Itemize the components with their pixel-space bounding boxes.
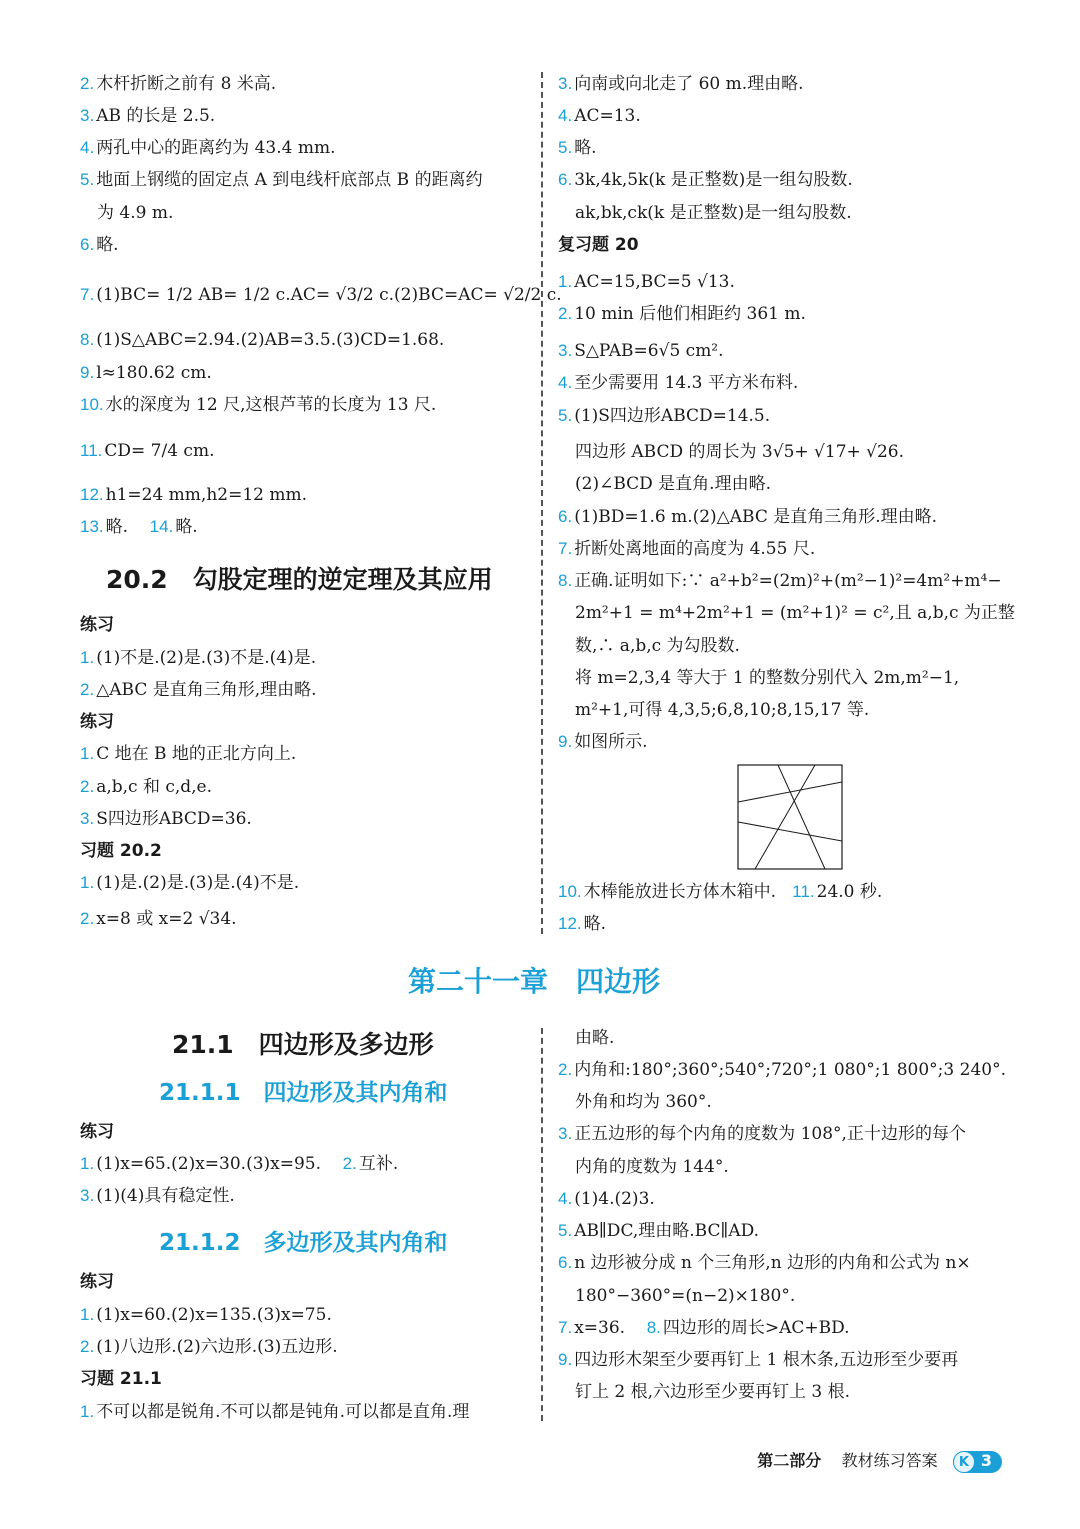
exercise-heading: 习题 21.1	[80, 1369, 162, 1389]
answer-item-cont: 2m²+1 = m⁴+2m²+1 = (m²+1)² = c²,且 a,b,c 为正整	[575, 603, 1015, 623]
page-number: 3	[980, 1450, 992, 1470]
answer-item: 1. C 地在 B 地的正北方向上.	[80, 744, 297, 764]
page-footer	[757, 1448, 1002, 1473]
review-heading: 复习题 20	[558, 235, 639, 255]
answer-item: 9. 如图所示.	[558, 732, 648, 752]
answer-item-cont: 由略.	[575, 1028, 615, 1048]
page-number-badge	[953, 1451, 1002, 1473]
answer-item: 8. 正确.证明如下:∵ a²+b²=(2m)²+(m²−1)²=4m²+m⁴−	[558, 571, 1002, 591]
answer-item: 2. (1)八边形.(2)六边形.(3)五边形.	[80, 1337, 338, 1357]
answer-item: 3. 正五边形的每个内角的度数为 108°,正十边形的每个	[558, 1124, 966, 1144]
answer-item: 3. (1)(4)具有稳定性.	[80, 1186, 235, 1206]
answer-item: 1. (1)不是.(2)是.(3)不是.(4)是.	[80, 648, 317, 668]
answer-item: 1. (1)x=65.(2)x=30.(3)x=95. 2. 互补.	[80, 1154, 399, 1174]
answer-item: 4. 至少需要用 14.3 平方米布料.	[558, 373, 799, 393]
answer-item: 3. 向南或向北走了 60 m.理由略.	[558, 74, 804, 94]
answer-item: 5. (1)S四边形ABCD=14.5.	[558, 406, 771, 426]
answer-item-cont: 内角的度数为 144°.	[575, 1157, 729, 1177]
square-dissection-figure	[737, 764, 843, 870]
k-logo-icon: K	[953, 1451, 975, 1473]
exercise-heading: 练习	[80, 1272, 114, 1292]
answer-item: 4. (1)4.(2)3.	[558, 1189, 655, 1209]
answer-item: 6. n 边形被分成 n 个三角形,n 边形的内角和公式为 n×	[558, 1253, 971, 1273]
answer-item-cont: 数,∴ a,b,c 为勾股数.	[575, 636, 740, 656]
answer-item-cont: 四边形 ABCD 的周长为 3√5+ √17+ √26.	[575, 442, 905, 462]
answer-item: 8. (1)S△ABC=2.94.(2)AB=3.5.(3)CD=1.68.	[80, 330, 445, 350]
answer-item: 6. 3k,4k,5k(k 是正整数)是一组勾股数.	[558, 170, 853, 190]
column-divider-bottom	[541, 1028, 543, 1421]
answer-item: 2. 内角和:180°;360°;540°;720°;1 080°;1 800°;3 240°.	[558, 1060, 1006, 1080]
answer-item-cont: ak,bk,ck(k 是正整数)是一组勾股数.	[575, 203, 852, 223]
chapter-title: 第二十一章 四边形	[408, 965, 661, 998]
answer-item: 7. 折断处离地面的高度为 4.55 尺.	[558, 539, 816, 559]
footer-part: 第二部分	[757, 1451, 822, 1470]
answer-item: 10. 水的深度为 12 尺,这根芦苇的长度为 13 尺.	[80, 395, 437, 415]
answer-item: 3. AB 的长是 2.5.	[80, 106, 216, 126]
answer-item-cont: 为 4.9 m.	[97, 203, 174, 223]
exercise-heading: 练习	[80, 615, 114, 635]
answer-item: 7. x=36. 8. 四边形的周长>AC+BD.	[558, 1318, 850, 1338]
answer-item-fraction: 7. (1)BC= 1/2 AB= 1/2 c.AC= √3/2 c.(2)BC=AC= √2/2 c.	[80, 285, 562, 305]
answer-item: 12. 略.	[558, 914, 607, 934]
answer-item: 5. AB∥DC,理由略.BC∥AD.	[558, 1221, 760, 1241]
column-divider-top	[541, 72, 543, 934]
answer-item: 4. AC=13.	[558, 106, 641, 126]
section-title-20-2: 20.2 勾股定理的逆定理及其应用	[106, 565, 493, 594]
subsection-title-21-1-1: 21.1.1 四边形及其内角和	[159, 1080, 448, 1106]
answer-item: 13. 略. 14. 略.	[80, 517, 198, 537]
answer-item: 2. △ABC 是直角三角形,理由略.	[80, 680, 317, 700]
answer-item: 2. a,b,c 和 c,d,e.	[80, 777, 213, 797]
answer-item: 2. 木杆折断之前有 8 米高.	[80, 74, 277, 94]
answer-item-cont: 180°−360°=(n−2)×180°.	[575, 1286, 796, 1306]
answer-item: 5. 略.	[558, 138, 597, 158]
answer-item: 12. h1=24 mm,h2=12 mm.	[80, 485, 308, 505]
subsection-title-21-1-2: 21.1.2 多边形及其内角和	[159, 1230, 448, 1256]
answer-item: 1. (1)x=60.(2)x=135.(3)x=75.	[80, 1305, 332, 1325]
exercise-heading: 练习	[80, 1122, 114, 1142]
answer-item: 1. 不可以都是锐角.不可以都是钝角.可以都是直角.理	[80, 1402, 470, 1422]
answer-item-cont: 钉上 2 根,六边形至少要再钉上 3 根.	[575, 1382, 851, 1402]
answer-item: 9. l≈180.62 cm.	[80, 363, 212, 383]
answer-item: 9. 四边形木架至少要再钉上 1 根木条,五边形至少要再	[558, 1350, 959, 1370]
section-title-21-1: 21.1 四边形及多边形	[172, 1030, 434, 1059]
answer-item-cont: 将 m=2,3,4 等大于 1 的整数分别代入 2m,m²−1,	[575, 668, 960, 688]
answer-item-fraction: 11. CD= 7/4 cm.	[80, 441, 215, 461]
footer-label: 教材练习答案	[841, 1451, 938, 1470]
answer-item: 6. 略.	[80, 235, 119, 255]
answer-item: 3. S四边形ABCD=36.	[80, 809, 252, 829]
answer-item: 5. 地面上钢缆的固定点 A 到电线杆底部点 B 的距离约	[80, 170, 483, 190]
answer-item-cont: (2)∠BCD 是直角.理由略.	[575, 474, 771, 494]
answer-item-cont: 外角和均为 360°.	[575, 1092, 712, 1112]
answer-item: 1. AC=15,BC=5 √13.	[558, 272, 735, 292]
answer-item: 3. S△PAB=6√5 cm².	[558, 341, 724, 361]
answer-item: 2. 10 min 后他们相距约 361 m.	[558, 304, 806, 324]
answer-item: 6. (1)BD=1.6 m.(2)△ABC 是直角三角形.理由略.	[558, 507, 938, 527]
exercise-heading: 习题 20.2	[80, 841, 162, 861]
answer-item-cont: m²+1,可得 4,3,5;6,8,10;8,15,17 等.	[575, 700, 870, 720]
exercise-heading: 练习	[80, 712, 114, 732]
answer-item: 2. x=8 或 x=2 √34.	[80, 909, 237, 929]
answer-item: 10. 木棒能放进长方体木箱中. 11. 24.0 秒.	[558, 882, 883, 902]
answer-item: 1. (1)是.(2)是.(3)是.(4)不是.	[80, 873, 300, 893]
answer-item: 4. 两孔中心的距离约为 43.4 mm.	[80, 138, 336, 158]
